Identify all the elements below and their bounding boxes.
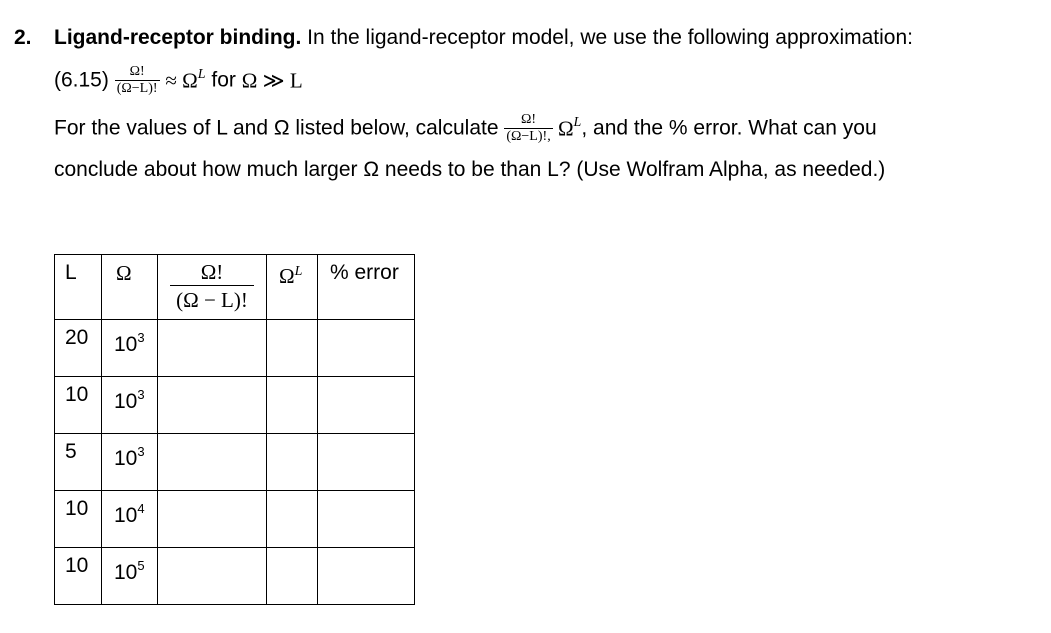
- equation-condition-math: Ω ≫ L: [241, 68, 303, 93]
- equation-fraction: [115, 64, 160, 97]
- cell-ratio[interactable]: [158, 548, 267, 605]
- question-intro: In the ligand-receptor model, we use the following approximation:: [301, 26, 914, 49]
- cell-power[interactable]: [267, 434, 318, 491]
- cell-error[interactable]: [318, 320, 415, 377]
- calc-numerator: Ω!: [504, 112, 552, 129]
- header-power-exponent: L: [294, 264, 303, 279]
- cell-ratio[interactable]: [158, 320, 267, 377]
- equation-label: (6.15): [54, 68, 109, 92]
- calc-prefix: For the values of L and Ω listed below, calculate: [54, 116, 505, 140]
- table-row: [55, 320, 415, 377]
- header-ratio: [158, 255, 267, 320]
- cell-omega: $10^3$: [102, 377, 158, 434]
- cell-L: 10: [55, 491, 102, 548]
- table-row: [55, 491, 415, 548]
- cell-ratio[interactable]: [158, 434, 267, 491]
- table-row: [55, 434, 415, 491]
- header-L: L: [55, 255, 102, 320]
- calc-instruction-line: [54, 110, 877, 154]
- cell-error[interactable]: [318, 548, 415, 605]
- cell-power[interactable]: [267, 377, 318, 434]
- header-power: [267, 255, 318, 320]
- table-row: [55, 548, 415, 605]
- cell-power[interactable]: [267, 320, 318, 377]
- table-row: [55, 377, 415, 434]
- cell-power[interactable]: [267, 548, 318, 605]
- equation-condition-text: for: [205, 68, 242, 92]
- calc-denominator: (Ω−L)!,: [506, 128, 551, 144]
- question-title: Ligand-receptor binding.: [54, 26, 302, 49]
- cell-L: 20: [55, 320, 102, 377]
- cell-ratio[interactable]: [158, 491, 267, 548]
- equation-numerator: Ω!: [115, 64, 160, 81]
- cell-error[interactable]: [318, 377, 415, 434]
- cell-error[interactable]: [318, 491, 415, 548]
- header-power-base: Ω: [279, 264, 295, 288]
- data-table: [54, 254, 415, 605]
- cell-power[interactable]: [267, 491, 318, 548]
- equation-denominator: (Ω−L)!: [116, 80, 158, 96]
- header-ratio-numerator: Ω!: [170, 259, 254, 286]
- header-error: % error: [318, 255, 415, 320]
- cell-error[interactable]: [318, 434, 415, 491]
- question-heading: [54, 25, 913, 51]
- equation-exponent: L: [197, 67, 206, 82]
- cell-omega: $10^4$: [102, 491, 158, 548]
- cell-omega: $10^3$: [102, 320, 158, 377]
- header-ratio-fraction: [158, 255, 266, 314]
- equation-approx: ≈ Ω: [165, 68, 198, 93]
- question-number: 2.: [14, 26, 32, 49]
- calc-suffix: , and the % error. What can you: [581, 116, 877, 140]
- cell-ratio[interactable]: [158, 377, 267, 434]
- cell-L: 5: [55, 434, 102, 491]
- equation-line: [54, 62, 303, 102]
- header-ratio-denominator: (Ω − L)!: [176, 288, 248, 312]
- calc-fraction: [504, 112, 552, 145]
- cell-omega: $10^5$: [102, 548, 158, 605]
- calc-omega: Ω: [552, 116, 574, 141]
- cell-omega: $10^3$: [102, 434, 158, 491]
- cell-L: 10: [55, 377, 102, 434]
- header-omega: Ω: [102, 255, 158, 320]
- cell-L: 10: [55, 548, 102, 605]
- conclude-line: conclude about how much larger Ω needs to be than L? (Use Wolfram Alpha, as needed.): [54, 158, 886, 181]
- calc-exponent: L: [573, 115, 582, 130]
- table-header-row: [55, 255, 415, 320]
- table-body: [55, 320, 415, 605]
